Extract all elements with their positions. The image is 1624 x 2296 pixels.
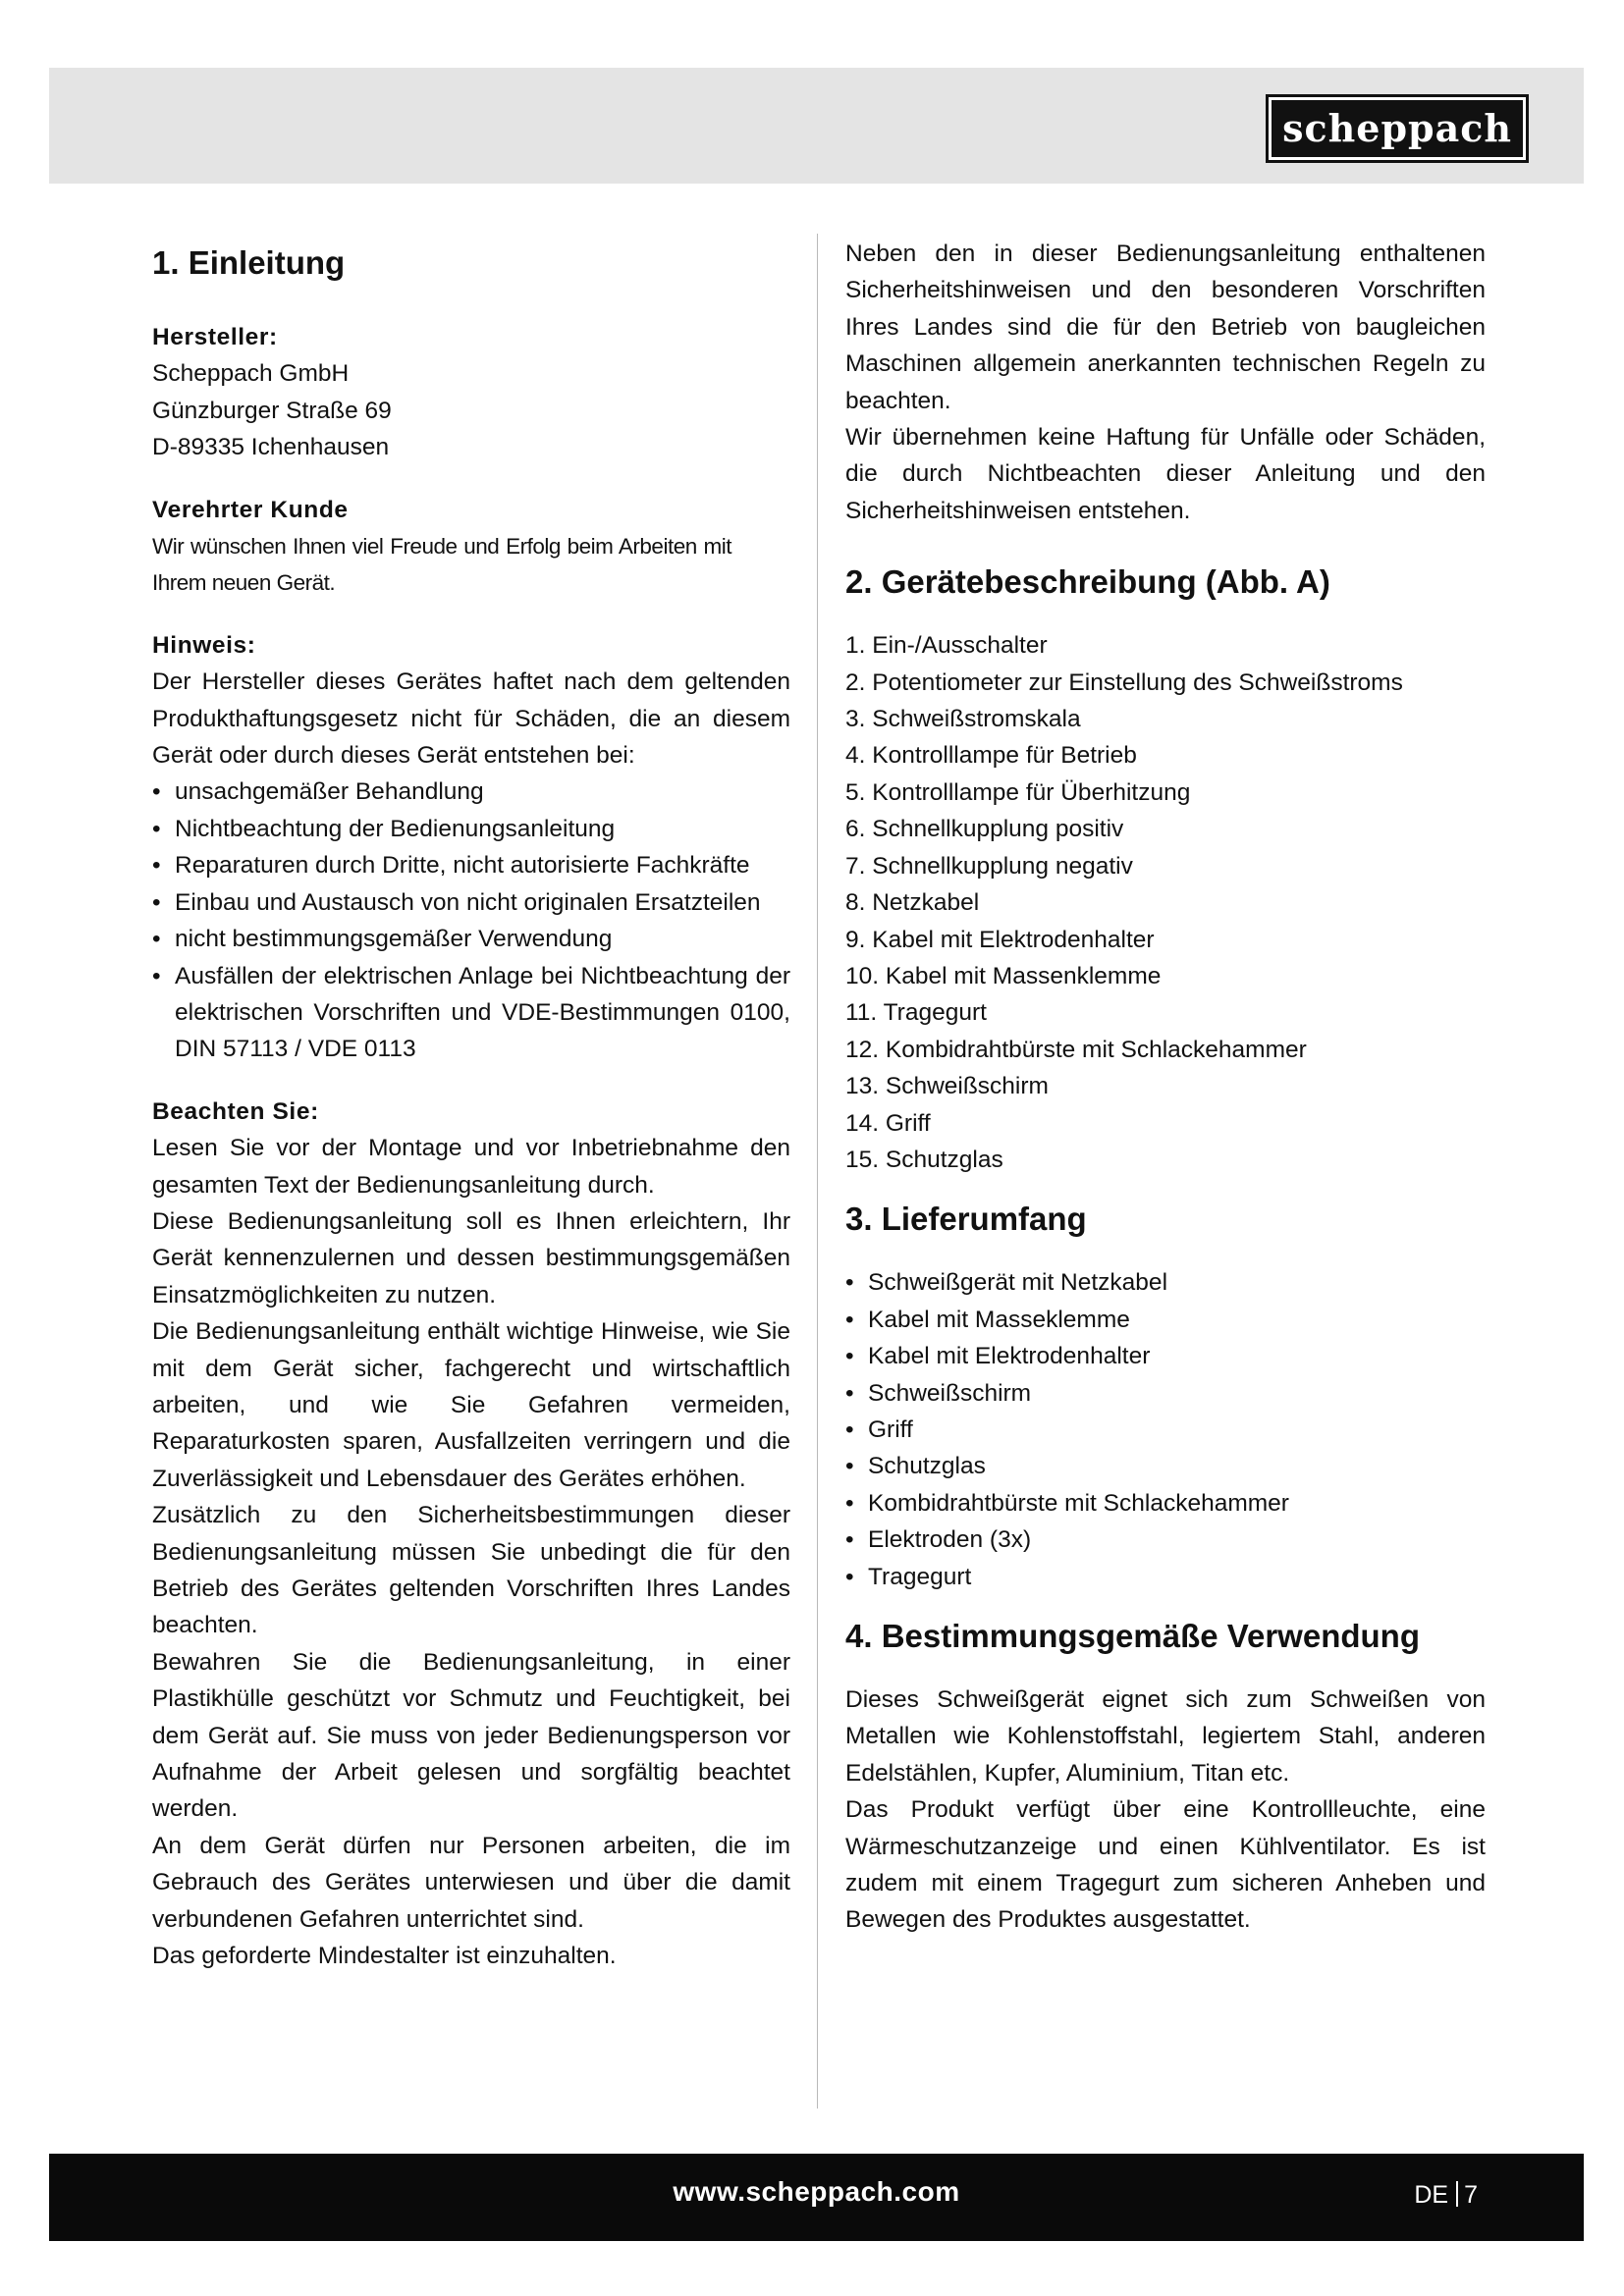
list-item: • Schweißgerät mit Netzkabel xyxy=(845,1264,1486,1301)
intro-paragraph: Neben den in dieser Bedienungsanleitung enthaltenen Sicherheitshinweisen und den besonderen Vorschriften Ihres Landes sind die für den Betrieb von baugleichen Maschinen allgemein anerkannten technischen Regeln zu beachten. xyxy=(845,240,1486,414)
list-item: • Tragegurt xyxy=(845,1559,1486,1595)
list-item: • Schutzglas xyxy=(845,1448,1486,1484)
list-item: 9. Kabel mit Elektrodenhalter xyxy=(845,926,1155,953)
intro-paragraph: Wir übernehmen keine Haftung für Unfälle oder Schäden, die durch Nichtbeachten dieser Anleitung und den Sicherheitshinweisen entstehen. xyxy=(845,424,1486,524)
list-item: 15. Schutzglas xyxy=(845,1146,1003,1173)
list-item: 11. Tragegurt xyxy=(845,999,987,1027)
list-item: • unsachgemäßer Behandlung xyxy=(152,774,790,810)
list-item: • nicht bestimmungsgemäßer Verwendung xyxy=(152,921,790,957)
attention-paragraph: An dem Gerät dürfen nur Personen arbeiten, die im Gebrauch des Gerätes unterwiesen und über die damit verbundenen Gefahren unterrichtet sind. xyxy=(152,1832,790,1933)
list-item: 1. Ein-/Ausschalter xyxy=(845,632,1048,660)
manufacturer-line: D-89335 Ichenhausen xyxy=(152,434,390,461)
use-paragraph: Dieses Schweißgerät eignet sich zum Schweißen von Metallen wie Kohlenstoffstahl, legiertem Stahl, anderen Edelstählen, Kupfer, Aluminium, Titan etc. xyxy=(845,1686,1486,1787)
list-item: 10. Kabel mit Massenklemme xyxy=(845,962,1162,989)
list-item: • Kombidrahtbürste mit Schlackehammer xyxy=(845,1485,1486,1522)
section-4-title: 4. Bestimmungsgemäße Verwendung xyxy=(845,1618,1420,1654)
use-paragraph: Das Produkt verfügt über eine Kontrollleuchte, eine Wärmeschutzanzeige und einen Kühlventilator. Es ist zudem mit einem Tragegurt zum sicheren Anheben und Bewegen des Produktes ausgestattet. xyxy=(845,1796,1486,1934)
customer-text: Wir wünschen Ihnen viel Freude und Erfolg beim Arbeiten mit Ihrem neuen Gerät. xyxy=(152,534,731,596)
footer-bar xyxy=(49,2154,1584,2241)
list-item: 2. Potentiometer zur Einstellung des Schweißstroms xyxy=(845,668,1403,696)
list-item: • Schweißschirm xyxy=(845,1375,1486,1412)
attention-paragraph: Die Bedienungsanleitung enthält wichtige Hinweise, wie Sie mit dem Gerät sicher, fachgerecht und wirtschaftlich arbeiten, und wie Sie Gefahren vermeiden, Reparaturkosten sparen, Ausfallzeiten verringern und die Zuverlässigkeit und Lebensdauer des Gerätes erhöhen. xyxy=(152,1318,790,1492)
list-item: 14. Griff xyxy=(845,1109,931,1137)
left-column xyxy=(152,236,790,1974)
liability-list xyxy=(152,774,790,1067)
note-label: Hinweis: xyxy=(152,631,256,659)
note-text: Der Hersteller dieses Gerätes haftet nach dem geltenden Produkthaftungsgesetz nicht für Schäden, die an diesem Gerät oder durch dieses Gerät entstehen bei: xyxy=(152,668,790,770)
page-number: 7 xyxy=(1464,2181,1478,2209)
website-link[interactable]: www.scheppach.com xyxy=(673,2176,960,2207)
list-item: • Reparaturen durch Dritte, nicht autorisierte Fachkräfte xyxy=(152,847,790,883)
list-item: • Einbau und Austausch von nicht originalen Ersatzteilen xyxy=(152,884,790,921)
parts-list xyxy=(845,627,1486,1178)
attention-paragraph: Das geforderte Mindestalter ist einzuhalten. xyxy=(152,1943,617,1970)
attention-paragraph: Zusätzlich zu den Sicherheitsbestimmungen dieser Bedienungsanleitung müssen Sie unbedingt die für den Betrieb des Gerätes geltenden Vorschriften Ihres Landes beachten. xyxy=(152,1502,790,1639)
language-code: DE xyxy=(1414,2181,1449,2209)
attention-label: Beachten Sie: xyxy=(152,1097,319,1125)
attention-paragraph: Lesen Sie vor der Montage und vor Inbetriebnahme den gesamten Text der Bedienungsanleitung durch. xyxy=(152,1135,790,1199)
customer-label: Verehrter Kunde xyxy=(152,496,349,523)
list-item: 13. Schweißschirm xyxy=(845,1073,1049,1100)
attention-paragraph: Diese Bedienungsanleitung soll es Ihnen erleichtern, Ihr Gerät kennenzulernen und dessen bestimmungsgemäßen Einsatzmöglichkeiten zu nutzen. xyxy=(152,1207,790,1308)
section-2-title: 2. Gerätebeschreibung (Abb. A) xyxy=(845,563,1330,601)
list-item: • Kabel mit Masseklemme xyxy=(845,1302,1486,1338)
list-item: 5. Kontrolllampe für Überhitzung xyxy=(845,778,1191,806)
manufacturer-line: Scheppach GmbH xyxy=(152,360,350,388)
right-column xyxy=(845,236,1486,1939)
list-item: • Griff xyxy=(845,1412,1486,1448)
list-item: 8. Netzkabel xyxy=(845,889,980,917)
list-item: • Ausfällen der elektrischen Anlage bei Nichtbeachtung der elektrischen Vorschriften und VDE-Bestimmungen 0100, DIN 57113 / VDE 0113 xyxy=(152,958,790,1068)
section-1-title: 1. Einleitung xyxy=(152,244,346,281)
list-item: • Kabel mit Elektrodenhalter xyxy=(845,1338,1486,1374)
manufacturer-line: Günzburger Straße 69 xyxy=(152,397,392,424)
header-bar xyxy=(49,68,1584,184)
list-item: 12. Kombidrahtbürste mit Schlackehammer xyxy=(845,1036,1307,1063)
list-item: 3. Schweißstromskala xyxy=(845,706,1081,733)
page-indicator xyxy=(1414,2181,1478,2210)
section-3-title: 3. Lieferumfang xyxy=(845,1201,1087,1238)
list-item: 4. Kontrolllampe für Betrieb xyxy=(845,742,1137,770)
page-separator xyxy=(1456,2181,1458,2207)
column-divider xyxy=(817,234,818,2109)
list-item: 7. Schnellkupplung negativ xyxy=(845,852,1133,880)
list-item: • Nichtbeachtung der Bedienungsanleitung xyxy=(152,811,790,847)
scheppach-logo: scheppach xyxy=(1266,94,1529,163)
scope-list xyxy=(845,1264,1486,1595)
list-item: 6. Schnellkupplung positiv xyxy=(845,816,1124,843)
list-item: • Elektroden (3x) xyxy=(845,1522,1486,1558)
manufacturer-label: Hersteller: xyxy=(152,324,278,350)
attention-paragraph: Bewahren Sie die Bedienungsanleitung, in einer Plastikhülle geschützt vor Schmutz und Feuchtigkeit, bei dem Gerät auf. Sie muss von jeder Bedienungsperson vor Aufnahme der Arbeit gelesen und sorgfältig beachtet werden. xyxy=(152,1648,790,1823)
